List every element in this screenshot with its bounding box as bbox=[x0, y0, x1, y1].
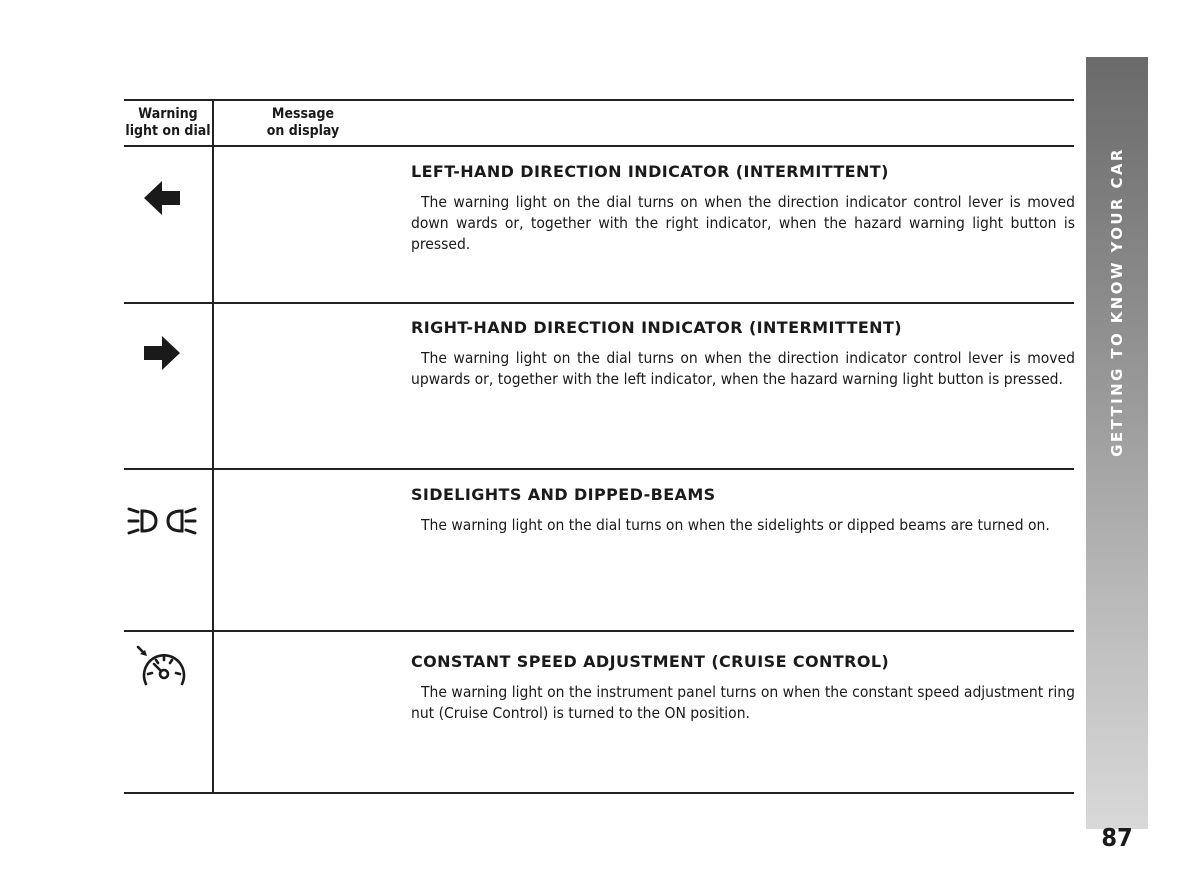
header-warning-light-line2: light on dial bbox=[125, 123, 211, 139]
page-number: 87 bbox=[1101, 823, 1133, 852]
row-title: CONSTANT SPEED ADJUSTMENT (CRUISE CONTROL) bbox=[411, 652, 890, 671]
row-title: SIDELIGHTS AND DIPPED-BEAMS bbox=[411, 485, 716, 504]
header-warning-light bbox=[124, 106, 212, 140]
header-warning-light-line1: Warning bbox=[138, 106, 198, 122]
right-arrow-icon bbox=[142, 334, 182, 376]
table-bottom-rule bbox=[124, 792, 1074, 794]
row-title: LEFT-HAND DIRECTION INDICATOR (INTERMITTENT) bbox=[411, 162, 889, 181]
row-description: The warning light on the dial turns on when the direction indicator control lever is moved upwards or, together with the left indicator, when the hazard warning light button is pressed. bbox=[411, 349, 1075, 388]
cruise-control-icon bbox=[134, 644, 190, 696]
row-description: The warning light on the dial turns on when the direction indicator control lever is moved down wards or, together with the right indicator, when the hazard warning light button is pressed. bbox=[411, 193, 1075, 253]
header-bottom-rule bbox=[124, 145, 1074, 147]
header-message-line2: on display bbox=[266, 123, 340, 139]
column-separator bbox=[212, 100, 214, 793]
header-message-display bbox=[238, 106, 368, 140]
header-message-line1: Message bbox=[271, 106, 335, 122]
left-arrow-icon bbox=[142, 179, 182, 221]
table-top-rule bbox=[124, 99, 1074, 101]
row-description: The warning light on the instrument panel turns on when the constant speed adjustment ring nut (Cruise Control) is turned to the ON position. bbox=[411, 683, 1075, 722]
row-description: The warning light on the dial turns on when the sidelights or dipped beams are turned on. bbox=[421, 516, 1050, 534]
sidelights-icon bbox=[126, 503, 198, 543]
chapter-side-tab bbox=[1086, 57, 1148, 852]
row-divider bbox=[124, 302, 1074, 304]
chapter-title: GETTING TO KNOW YOUR CAR bbox=[1108, 147, 1126, 457]
row-divider bbox=[124, 630, 1074, 632]
row-title: RIGHT-HAND DIRECTION INDICATOR (INTERMITTENT) bbox=[411, 318, 902, 337]
row-divider bbox=[124, 468, 1074, 470]
